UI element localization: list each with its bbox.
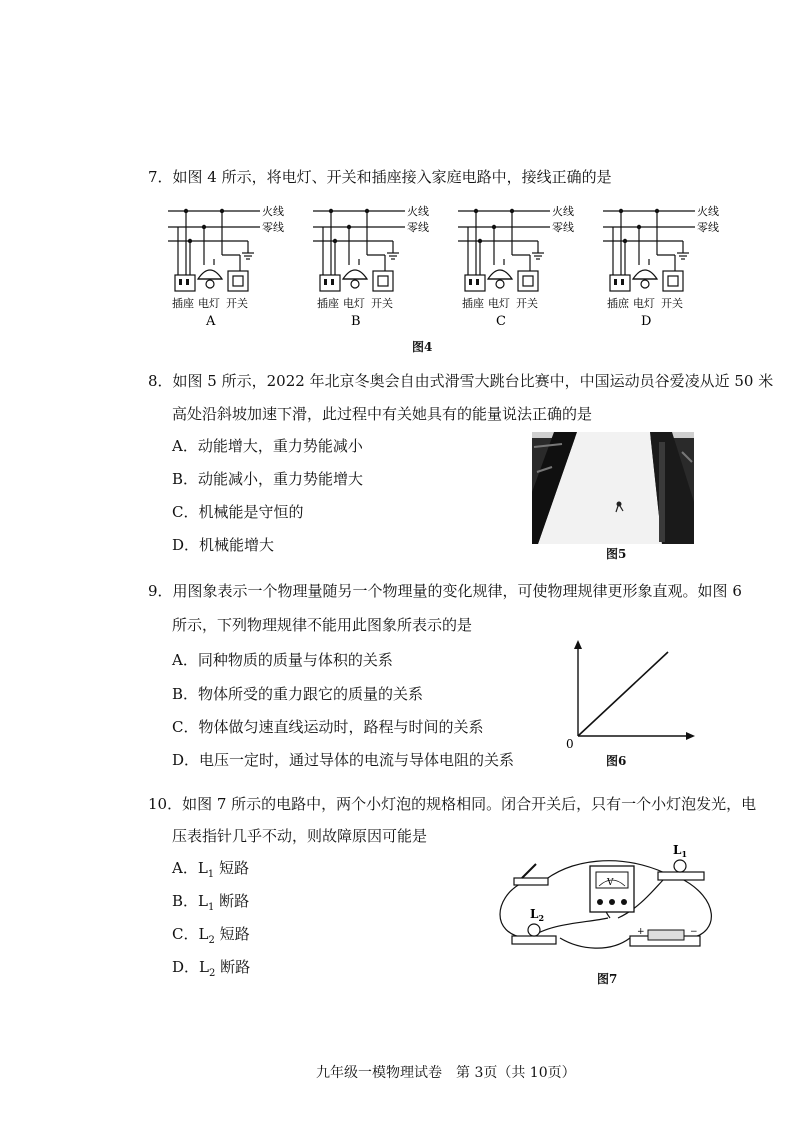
q8-option-a: A．动能增大，重力势能减小 xyxy=(172,437,363,455)
figure-5-ski-slope-photo xyxy=(532,432,694,544)
neutral-wire-label: 零线 xyxy=(697,221,719,234)
socket-label: 插座 xyxy=(317,297,339,310)
figure-7-circuit-photo xyxy=(490,838,720,970)
y-axis-arrow-icon xyxy=(574,640,582,649)
q9-option-a: A．同种物质的质量与体积的关系 xyxy=(172,651,393,669)
lamp-icon xyxy=(633,270,657,279)
option-label: A xyxy=(206,314,216,329)
switch-label: 开关 xyxy=(371,297,393,310)
circuit-option-c xyxy=(458,204,574,329)
switch-icon xyxy=(518,271,538,291)
q8-option-c: C．机械能是守恒的 xyxy=(172,503,304,521)
q8-option-d: D．机械能增大 xyxy=(172,536,275,554)
lamp-icon xyxy=(488,270,512,279)
option-label: B xyxy=(351,314,361,329)
l1-label: $L_1$ xyxy=(673,843,688,859)
switch-icon xyxy=(663,271,683,291)
switch-component xyxy=(514,864,548,885)
neutral-wire-label: 零线 xyxy=(552,221,574,234)
circuit-option-d xyxy=(603,204,719,329)
q7-stem: 7．如图 4 所示，将电灯、开关和插座接入家庭电路中，接线正确的是 xyxy=(148,168,612,186)
live-wire-label: 火线 xyxy=(407,205,429,218)
lamp-icon xyxy=(343,270,367,279)
switch-label: 开关 xyxy=(516,297,538,310)
socket-label: 插座 xyxy=(172,297,194,310)
live-wire-label: 火线 xyxy=(262,205,284,218)
switch-label: 开关 xyxy=(661,297,683,310)
live-wire-label: 火线 xyxy=(697,205,719,218)
svg-text:+: + xyxy=(637,927,645,937)
q10-option-c: C．$L_2$ 短路 xyxy=(172,925,250,946)
lamp-label: 电灯 xyxy=(198,297,220,310)
q9-option-c: C．物体做匀速直线运动时，路程与时间的关系 xyxy=(172,718,484,736)
figure-7-caption: 图7 xyxy=(597,972,618,986)
lamp-label: 电灯 xyxy=(633,297,655,310)
socket-icon xyxy=(610,275,630,291)
option-label: C xyxy=(496,314,506,329)
switch-icon xyxy=(373,271,393,291)
q10-option-d: D．$L_2$ 断路 xyxy=(172,958,251,979)
socket-label: 插座 xyxy=(462,297,484,310)
socket-icon xyxy=(465,275,485,291)
neutral-wire-label: 零线 xyxy=(407,221,429,234)
q9-stem-line1: 9．用图象表示一个物理量随另一个物理量的变化规律，可使物理规律更形象直观。如图 6 xyxy=(148,582,742,600)
bulb-l2-component xyxy=(512,907,556,944)
q10-option-b: B．$L_1$ 断路 xyxy=(172,892,250,913)
lamp-icon xyxy=(198,270,222,279)
circuit-option-b xyxy=(313,204,429,329)
live-wire-label: 火线 xyxy=(552,205,574,218)
lamp-label: 电灯 xyxy=(343,297,365,310)
page-footer: 九年级一模物理试卷 第 3页（共 10页） xyxy=(316,1065,576,1081)
voltmeter-label: V xyxy=(607,878,614,888)
figure-4-caption: 图4 xyxy=(412,340,433,354)
x-axis-arrow-icon xyxy=(686,732,695,740)
figure-6-proportional-graph xyxy=(560,638,700,750)
figure-4-circuits xyxy=(148,195,728,355)
proportional-line xyxy=(578,652,668,736)
socket-label: 插庶 xyxy=(607,297,629,310)
q8-stem-line1: 8．如图 5 所示，2022 年北京冬奥会自由式滑雪大跳台比赛中，中国运动员谷爱凌从近 50 米 xyxy=(148,372,774,390)
neutral-wire-label: 零线 xyxy=(262,221,284,234)
q10-stem-line1: 10．如图 7 所示的电路中，两个小灯泡的规格相同。闭合开关后，只有一个小灯泡发光，电 xyxy=(148,795,757,813)
origin-label: 0 xyxy=(566,737,574,750)
q9-stem-line2: 所示，下列物理规律不能用此图象所表示的是 xyxy=(172,616,473,634)
circuit-option-a xyxy=(168,204,284,329)
q10-option-a: A．$L_1$ 短路 xyxy=(172,859,249,880)
svg-text:−: − xyxy=(690,927,698,937)
lamp-label: 电灯 xyxy=(488,297,510,310)
q9-option-b: B．物体所受的重力跟它的质量的关系 xyxy=(172,685,424,703)
figure-6-caption: 图6 xyxy=(606,754,627,768)
option-label: D xyxy=(641,314,652,329)
q9-option-d: D．电压一定时，通过导体的电流与导体电阻的关系 xyxy=(172,751,515,769)
switch-label: 开关 xyxy=(226,297,248,310)
figure-5-caption: 图5 xyxy=(606,547,627,561)
socket-icon xyxy=(320,275,340,291)
q8-stem-line2: 高处沿斜坡加速下滑，此过程中有关她具有的能量说法正确的是 xyxy=(172,405,593,423)
switch-icon xyxy=(228,271,248,291)
q8-option-b: B．动能减小，重力势能增大 xyxy=(172,470,364,488)
bulb-l1-component xyxy=(658,843,704,880)
voltmeter-component xyxy=(590,866,634,912)
q10-stem-line2: 压表指针几乎不动，则故障原因可能是 xyxy=(172,827,428,845)
l2-label: $L_2$ xyxy=(530,907,545,923)
socket-icon xyxy=(175,275,195,291)
battery-component xyxy=(630,927,700,946)
